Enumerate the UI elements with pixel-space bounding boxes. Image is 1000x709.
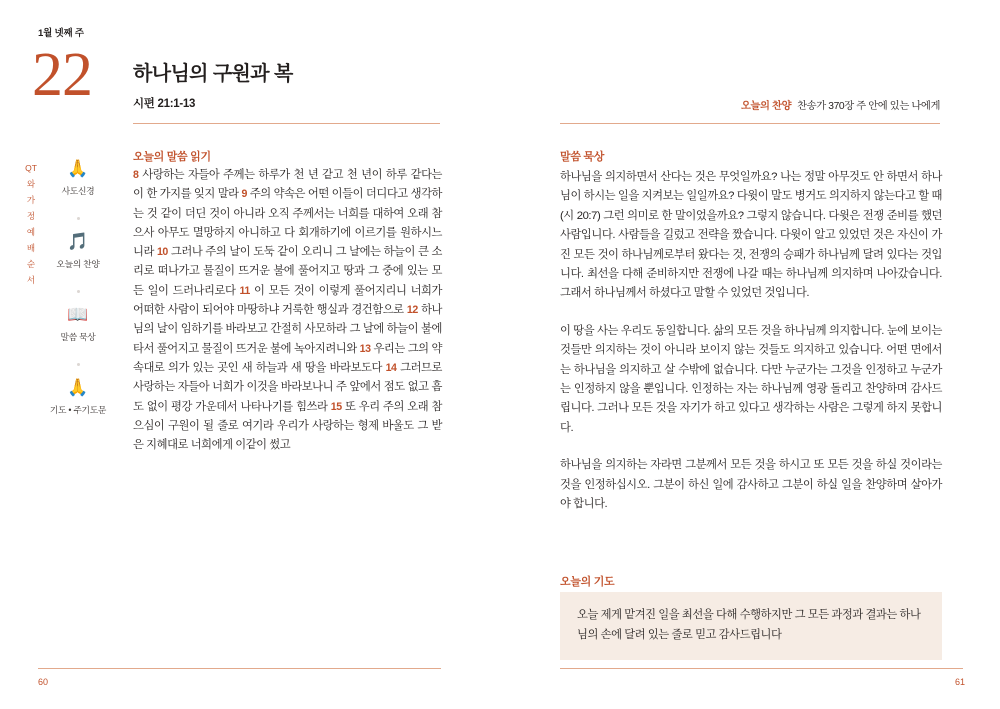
verse-number: 14 [385, 361, 397, 374]
vertical-nav-label: QT와 가정예배 순서 [25, 163, 37, 285]
verse-number: 8 [133, 169, 139, 181]
prayer-text: 오늘 제게 맡겨진 일을 최선을 다해 수행하지만 그 모든 과정과 결과는 하나님의 손에 달려 있는 줄로 믿고 감사드립니다 [577, 609, 921, 641]
nav-item-label: 오늘의 찬양 [56, 259, 100, 269]
page-number-left: 60 [38, 677, 49, 687]
hymn-line [560, 97, 940, 112]
meditation-paragraph: 이 땅을 사는 우리도 동일합니다. 삶의 모든 것을 하나님께 의지합니다. 눈에 보이는 것들만 의지하는 것이 아니라 보이지 않는 것들도 의지하고 있습니다. 어떤 면에서는 하나님을 의지하고 살 수밖에 없습니다. 다만 누군가는 그것을 인정하고 누군가는 인정하지 않을 뿐입니다. 인정하는 자는 하나님께 영광 돌리고 찬양하며 감사드립니다. 그러나 모든 것을 자기가 하고 있다고 생각하는 사람은 그렇게 하지 못합니다. [560, 324, 942, 434]
nav-item-creed[interactable] [47, 155, 109, 197]
scripture-text [133, 166, 442, 455]
verse-text: 사랑하는 자들아 주께는 하루가 천 년 같고 천 년이 하루 같다는 이 한 가지를 잊지 말라 [133, 169, 442, 201]
page-title: 하나님의 구원과 복 [133, 63, 293, 85]
verse-text: 이 모든 것이 이렇게 풀어지리니 너희가 어떠한 사람이 되어야 마땅하냐 거룩한 행실과 경건함으로 [133, 284, 442, 317]
verse-number: 15 [330, 400, 342, 413]
week-label: 1월 넷째 주 [38, 28, 84, 39]
music-note-icon: 🎵 [67, 232, 89, 251]
page-number-right: 61 [955, 677, 966, 687]
verse-text: 또 우리 주의 오래 참으심이 구원이 될 줄로 여기라 우리가 사랑하는 형제 바울도 그 받은 지혜대로 너희에게 이같이 썼고 [133, 400, 442, 452]
hymn-divider [560, 123, 940, 124]
left-footer-divider [38, 668, 441, 669]
nav-separator-dot [77, 363, 80, 366]
hymn-label: 오늘의 찬양 [740, 101, 792, 112]
verse-number: 12 [406, 304, 418, 317]
praying-hands-icon: 🙏 [67, 378, 89, 397]
meditation-paragraph: 하나님을 의지하는 자라면 그분께서 모든 것을 하시고 또 모든 것을 하실 것이라는 것을 인정하십시오. 그분이 하신 일에 감사하고 그분이 하실 일을 찬양하며 살아가야 합니다. [560, 459, 942, 511]
verse-number: 11 [239, 284, 250, 297]
nav-item-prayer[interactable] [47, 374, 109, 416]
day-number: 22 [32, 41, 92, 109]
nav-separator-dot [77, 217, 80, 220]
verse-number: 9 [241, 188, 247, 201]
nav-item-label: 기도 • 주기도문 [49, 405, 107, 415]
meditation-paragraph: 하나님을 의지하면서 산다는 것은 무엇일까요? 나는 정말 아무것도 안 하면서 하나님이 하시는 일을 지켜보는 일일까요? 다윗이 말도 병거도 의지하지 않는다고 할 때(시 20:7) 그런 의미로 한 말이었을까요? 그렇지 않습니다. 다윗은 전쟁 준비를 했던 사람입니다. 사람들을 길렀고 전략을 짰습니다. 다윗이 알고 있었던 것은 자신이 가진 모든 것이 하나님께로부터 왔다는 것, 전쟁의 승패가 하나님께 달려 있다는 것입니다. 최선을 다해 준비하지만 전쟁에 나갈 때는 하나님께 의지하며 나아갔습니다. 그래서 하나님께서 하셨다고 말할 수 있었던 것입니다. [560, 171, 942, 300]
open-book-icon: 📖 [67, 305, 89, 324]
nav-item-label: 사도신경 [61, 186, 95, 196]
nav-item-meditation[interactable] [47, 301, 109, 343]
order-of-worship-nav [47, 155, 109, 436]
nav-separator-dot [77, 290, 80, 293]
prayer-heading: 오늘의 기도 [560, 576, 615, 588]
nav-item-label: 말씀 묵상 [60, 332, 96, 342]
verse-text: 주의 약속은 어떤 이들이 더디다고 생각하는 것 같이 더딘 것이 아니라 오직 주께서는 너희를 대하여 오래 참으사 아무도 멸망하지 아니하고 다 회개하기에 이르기를 원하시느니라 [133, 188, 443, 259]
reading-heading: 오늘의 말씀 읽기 [133, 151, 211, 163]
verse-text: 그러나 주의 날이 도둑 같이 오리니 그 날에는 하늘이 큰 소리로 떠나가고 물질이 뜨거운 불에 풀어지고 땅과 그 중에 있는 모든 일이 드러나리로다 [133, 246, 442, 297]
right-footer-divider [560, 668, 963, 669]
hymn-title: 찬송가 370장 주 안에 있는 나에게 [797, 101, 940, 112]
meditation-body [560, 168, 942, 533]
prayer-box [560, 592, 942, 660]
title-divider [133, 123, 440, 124]
meditation-heading: 말씀 묵상 [560, 151, 605, 163]
verse-number: 10 [156, 246, 168, 259]
scripture-reference: 시편 21:1-13 [133, 98, 196, 110]
verse-text: 우리는 그의 약속대로 의가 있는 곳인 새 하늘과 새 땅을 바라보도다 [133, 342, 443, 374]
verse-text: 하나님의 날이 임하기를 바라보고 간절히 사모하라 그 날에 하늘이 불에 타서 풀어지고 물질이 뜨거운 불에 녹아지려니와 [133, 304, 442, 355]
nav-item-hymn[interactable] [47, 228, 109, 270]
verse-number: 13 [359, 342, 371, 355]
verse-text: 그러므로 사랑하는 자들아 너희가 이것을 바라보나니 주 앞에서 점도 없고 흠도 없이 평강 가운데서 나타나기를 힘쓰라 [133, 361, 442, 413]
praying-hands-icon: 🙏 [67, 159, 89, 178]
